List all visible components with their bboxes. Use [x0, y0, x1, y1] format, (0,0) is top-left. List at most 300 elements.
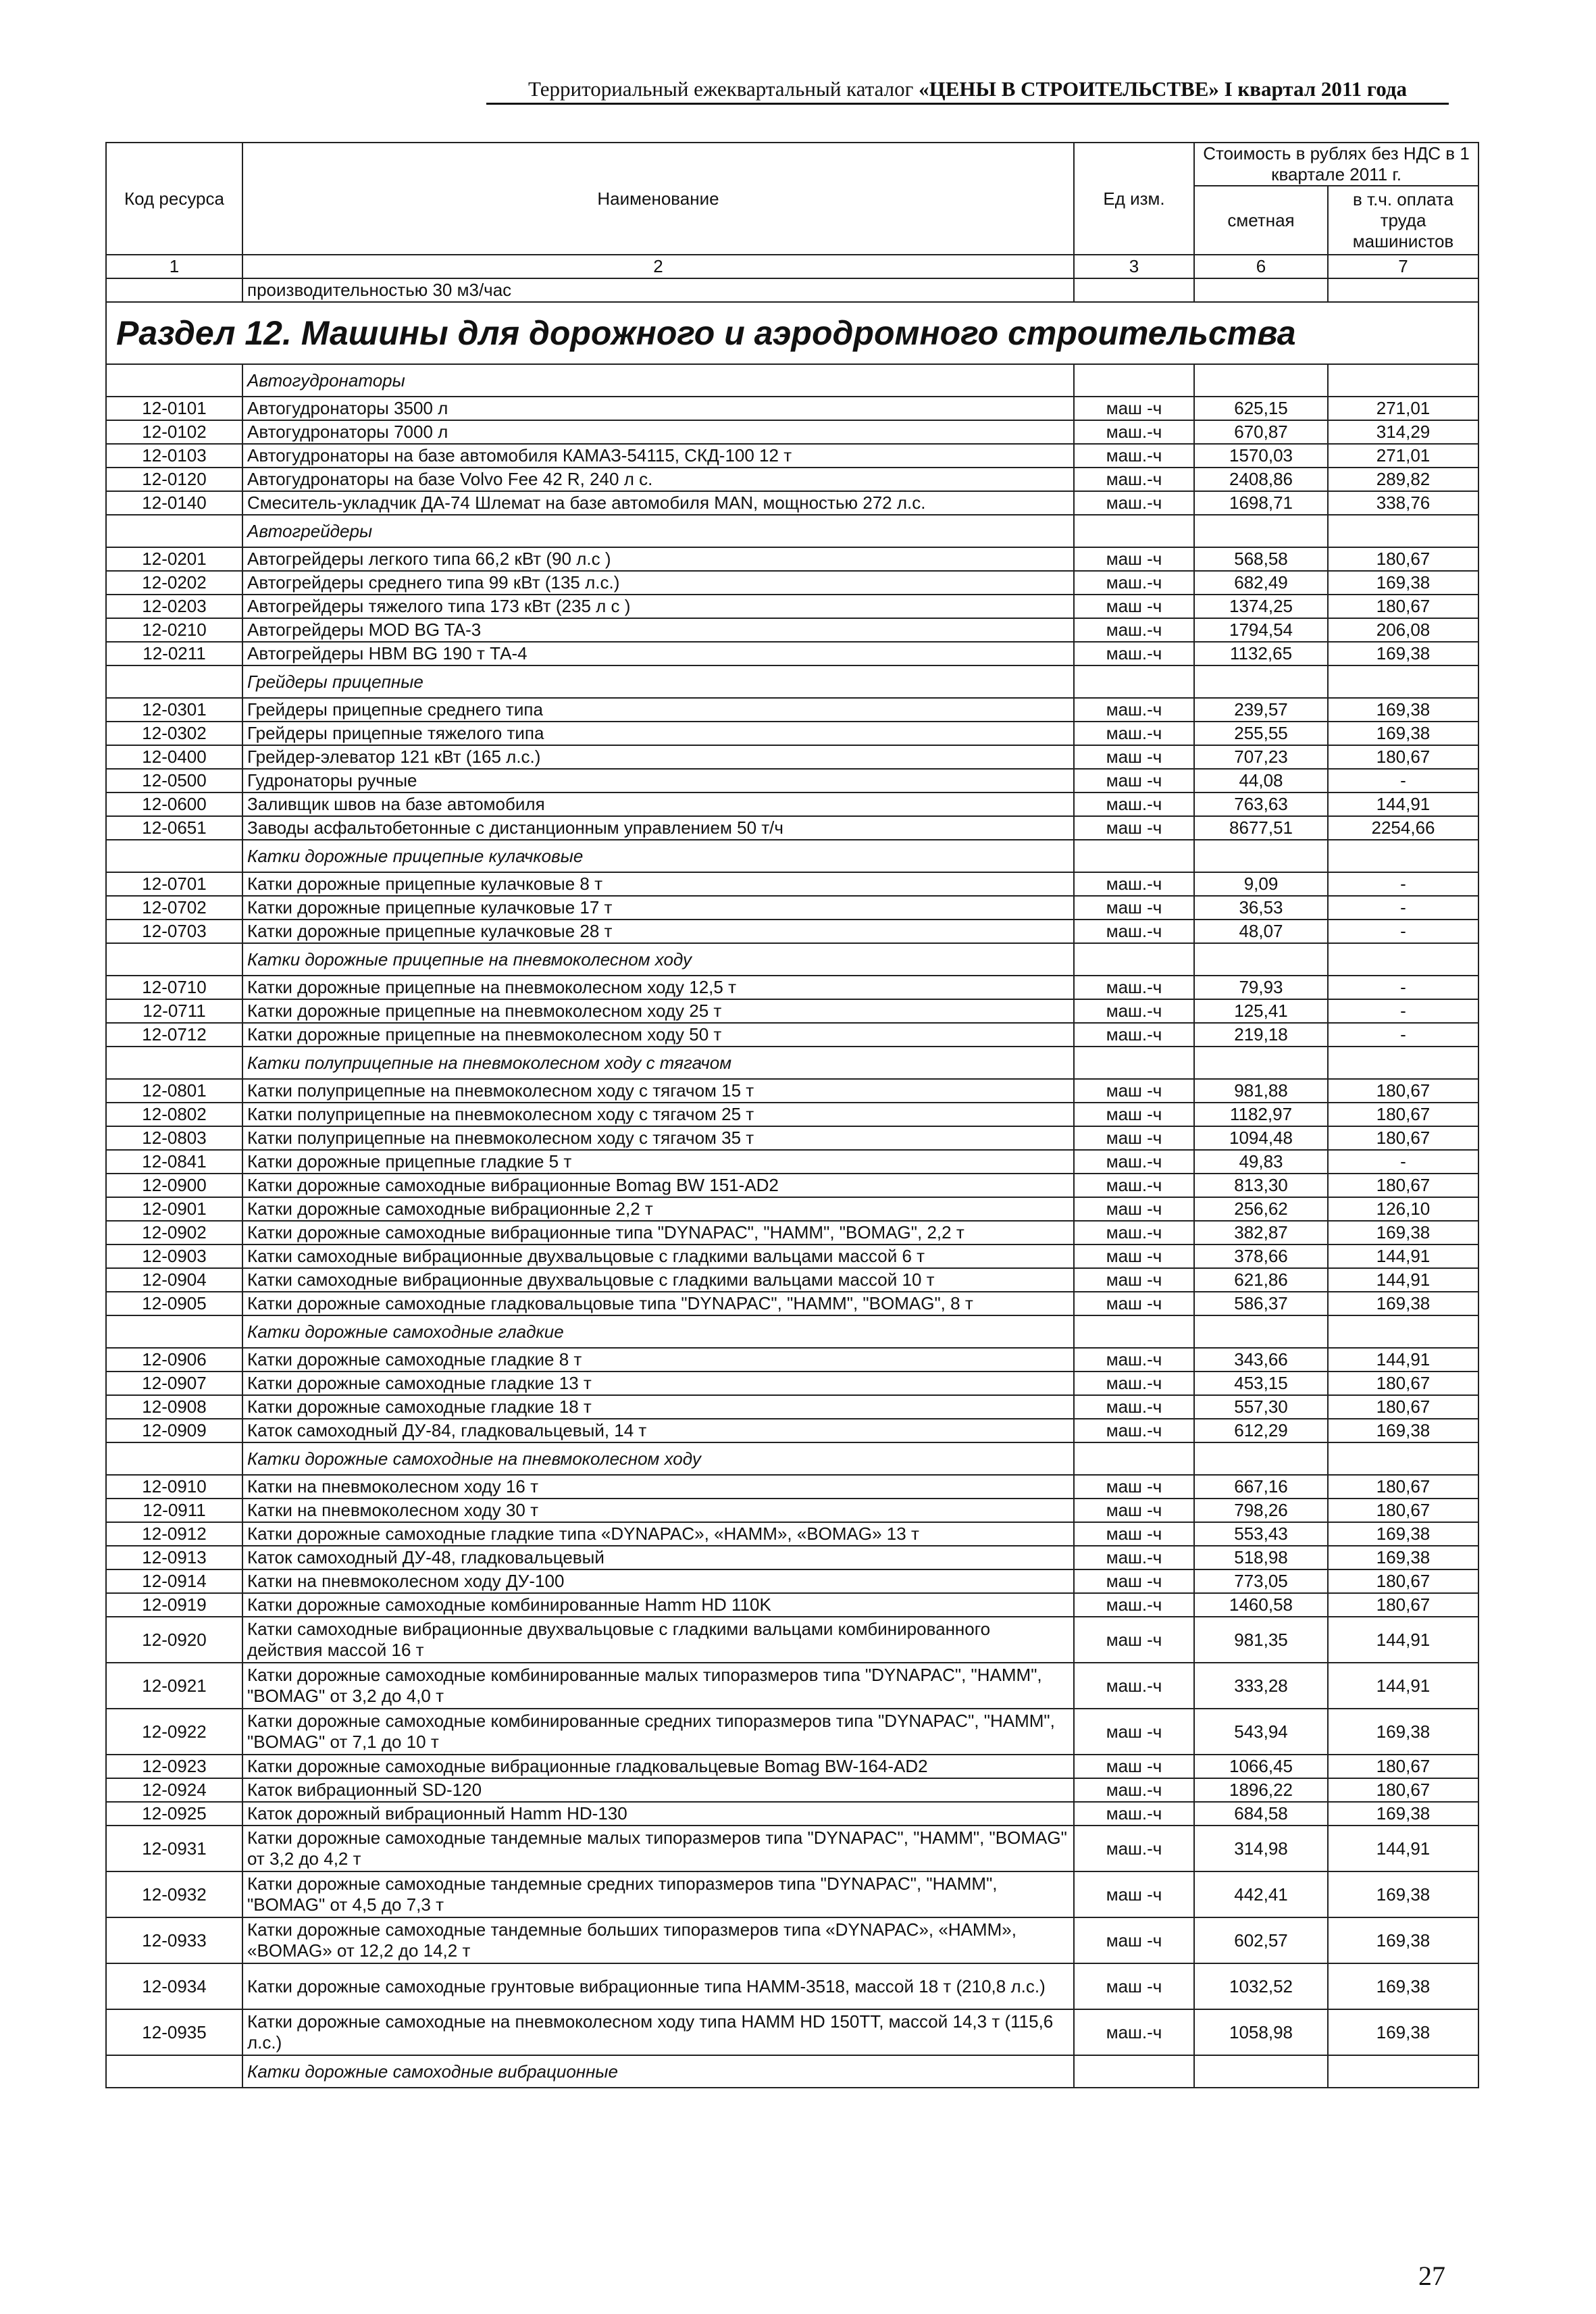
resource-unit: маш.-ч: [1074, 468, 1194, 491]
resource-name: Каток самоходный ДУ-48, гладковальцевый: [242, 1546, 1074, 1569]
table-row: [106, 1499, 1478, 1522]
resource-code: 12-0140: [106, 491, 242, 515]
estimate-cost: 1374,25: [1194, 595, 1328, 618]
table-row: [106, 793, 1478, 816]
resource-code: 12-0922: [106, 1709, 242, 1755]
operator-pay: 144,91: [1328, 1244, 1478, 1268]
empty-cell: [1328, 364, 1478, 397]
empty-cell: [106, 364, 242, 397]
operator-pay: -: [1328, 769, 1478, 793]
resource-code: 12-0912: [106, 1522, 242, 1546]
empty-cell: [106, 1442, 242, 1475]
empty-cell: [1074, 1315, 1194, 1348]
operator-pay: -: [1328, 872, 1478, 896]
resource-name: Автогрейдеры среднего типа 99 кВт (135 л.с.): [242, 571, 1074, 595]
estimate-cost: 1182,97: [1194, 1103, 1328, 1126]
table-row: [106, 1522, 1478, 1546]
empty-cell: [1194, 1047, 1328, 1079]
header-num-3: 3: [1074, 255, 1194, 278]
resource-code: 12-0902: [106, 1221, 242, 1244]
empty-cell: [1074, 2055, 1194, 2088]
resource-code: 12-0651: [106, 816, 242, 840]
table-row: [106, 1268, 1478, 1292]
resource-code: 12-0925: [106, 1802, 242, 1826]
operator-pay: 169,38: [1328, 1419, 1478, 1442]
resource-unit: маш -ч: [1074, 1963, 1194, 2009]
resource-code: 12-0933: [106, 1917, 242, 1963]
table-row: [106, 2009, 1478, 2055]
estimate-cost: 684,58: [1194, 1802, 1328, 1826]
empty-cell: [1328, 1315, 1478, 1348]
resource-name: Катки полуприцепные на пневмоколесном ходу с тягачом 35 т: [242, 1126, 1074, 1150]
table-row: [106, 397, 1478, 420]
estimate-cost: 543,94: [1194, 1709, 1328, 1755]
estimate-cost: 239,57: [1194, 698, 1328, 722]
subheading-row: [106, 840, 1478, 872]
resource-name: Катки дорожные самоходные комбинированные малых типоразмеров типа "DYNAPAC", "HAMM", "BOMAG" от 3,2 до 4,0 т: [242, 1663, 1074, 1709]
empty-cell: [1074, 840, 1194, 872]
resource-code: 12-0932: [106, 1871, 242, 1917]
resource-unit: маш.-ч: [1074, 1826, 1194, 1871]
operator-pay: -: [1328, 920, 1478, 943]
table-row: [106, 1348, 1478, 1372]
resource-name: Автогудронаторы 3500 л: [242, 397, 1074, 420]
header-pay: в т.ч. оплата труда машинистов: [1328, 186, 1478, 255]
resource-code: 12-0711: [106, 999, 242, 1023]
resource-unit: маш -ч: [1074, 1079, 1194, 1103]
resource-code: 12-0101: [106, 397, 242, 420]
empty-cell: [1194, 364, 1328, 397]
operator-pay: 271,01: [1328, 397, 1478, 420]
resource-name: Катки дорожные самоходные тандемные средних типоразмеров типа "DYNAPAC", "HAMM", "BOMAG" от 4,5 до 7,3 т: [242, 1871, 1074, 1917]
estimate-cost: 667,16: [1194, 1475, 1328, 1499]
resource-code: 12-0302: [106, 722, 242, 745]
estimate-cost: 36,53: [1194, 896, 1328, 920]
resource-name: Смеситель-укладчик ДА-74 Шлемат на базе автомобиля MAN, мощностью 272 л.с.: [242, 491, 1074, 515]
operator-pay: 180,67: [1328, 1499, 1478, 1522]
estimate-cost: 1032,52: [1194, 1963, 1328, 2009]
resource-name: Катки дорожные самоходные вибрационные гладковальцевые Bomag BW-164-AD2: [242, 1755, 1074, 1778]
resource-code: 12-0841: [106, 1150, 242, 1174]
estimate-cost: 219,18: [1194, 1023, 1328, 1047]
estimate-cost: 1094,48: [1194, 1126, 1328, 1150]
table-row: [106, 1372, 1478, 1395]
estimate-cost: 813,30: [1194, 1174, 1328, 1197]
subheading-label: Грейдеры прицепные: [242, 665, 1074, 698]
table-row: [106, 1475, 1478, 1499]
empty-cell: [1074, 364, 1194, 397]
table-row: [106, 872, 1478, 896]
resource-unit: маш -ч: [1074, 1475, 1194, 1499]
resource-name: Катки дорожные самоходные гладкие типа «DYNAPAC», «HAMM», «BOMAG» 13 т: [242, 1522, 1074, 1546]
resource-code: 12-0913: [106, 1546, 242, 1569]
resource-unit: маш.-ч: [1074, 976, 1194, 999]
empty-cell: [1074, 665, 1194, 698]
resource-name: Грейдеры прицепные тяжелого типа: [242, 722, 1074, 745]
header-num-2: 2: [242, 255, 1074, 278]
header-cost-group: Стоимость в рублях без НДС в 1 квартале 2011 г.: [1194, 143, 1478, 186]
section-row: [106, 302, 1478, 364]
estimate-cost: 1794,54: [1194, 618, 1328, 642]
operator-pay: 206,08: [1328, 618, 1478, 642]
estimate-cost: 682,49: [1194, 571, 1328, 595]
resource-name: Заливщик швов на базе автомобиля: [242, 793, 1074, 816]
resource-code: 12-0924: [106, 1778, 242, 1802]
operator-pay: 180,67: [1328, 1569, 1478, 1593]
operator-pay: 289,82: [1328, 468, 1478, 491]
resource-unit: маш -ч: [1074, 1755, 1194, 1778]
page-number: 27: [1418, 2261, 1445, 2291]
estimate-cost: 773,05: [1194, 1569, 1328, 1593]
operator-pay: 169,38: [1328, 1522, 1478, 1546]
empty-cell: [1074, 1047, 1194, 1079]
resource-unit: маш -ч: [1074, 1244, 1194, 1268]
resource-name: Катки дорожные самоходные вибрационные 2,2 т: [242, 1197, 1074, 1221]
resource-unit: маш -ч: [1074, 1126, 1194, 1150]
resource-unit: маш.-ч: [1074, 1802, 1194, 1826]
estimate-cost: 314,98: [1194, 1826, 1328, 1871]
estimate-cost: 553,43: [1194, 1522, 1328, 1546]
resource-name: Каток дорожный вибрационный Hamm HD-130: [242, 1802, 1074, 1826]
operator-pay: 169,38: [1328, 1871, 1478, 1917]
resource-name: Катки на пневмоколесном ходу 30 т: [242, 1499, 1074, 1522]
table-row: [106, 547, 1478, 571]
resource-unit: маш -ч: [1074, 1103, 1194, 1126]
table-row: [106, 1778, 1478, 1802]
empty-cell: [1328, 1047, 1478, 1079]
resource-code: 12-0102: [106, 420, 242, 444]
resource-code: 12-0934: [106, 1963, 242, 2009]
resource-name: Катки дорожные самоходные комбинированные Hamm HD 110K: [242, 1593, 1074, 1617]
table-row: [106, 1197, 1478, 1221]
resource-unit: маш.-ч: [1074, 793, 1194, 816]
resource-unit: маш.-ч: [1074, 1419, 1194, 1442]
table-row: [106, 1419, 1478, 1442]
estimate-cost: 2408,86: [1194, 468, 1328, 491]
empty-cell: [106, 840, 242, 872]
resource-unit: маш.-ч: [1074, 444, 1194, 468]
empty-cell: [106, 665, 242, 698]
estimate-cost: 255,55: [1194, 722, 1328, 745]
estimate-cost: 8677,51: [1194, 816, 1328, 840]
resource-unit: маш -ч: [1074, 595, 1194, 618]
subheading-row: [106, 364, 1478, 397]
empty-cell: [1074, 1442, 1194, 1475]
empty-cell: [1194, 943, 1328, 976]
resource-name: Катки дорожные прицепные гладкие 5 т: [242, 1150, 1074, 1174]
resource-unit: маш -ч: [1074, 769, 1194, 793]
operator-pay: 144,91: [1328, 793, 1478, 816]
resource-unit: маш -ч: [1074, 1292, 1194, 1315]
table-row: [106, 1103, 1478, 1126]
catalog-header-prefix: Территориальный ежеквартальный каталог: [527, 77, 914, 101]
carryover-row: [106, 278, 1478, 302]
resource-name: Катки дорожные самоходные на пневмоколесном ходу типа HAMM HD 150TT, массой 14,3 т (115,6 л.с.): [242, 2009, 1074, 2055]
subheading-label: Катки дорожные прицепные на пневмоколесном ходу: [242, 943, 1074, 976]
subheading-label: Катки дорожные прицепные кулачковые: [242, 840, 1074, 872]
table-row: [106, 1802, 1478, 1826]
resource-code: 12-0202: [106, 571, 242, 595]
table-row: [106, 1917, 1478, 1963]
table-row: [106, 1292, 1478, 1315]
resource-unit: маш -ч: [1074, 397, 1194, 420]
estimate-cost: 48,07: [1194, 920, 1328, 943]
table-row: [106, 816, 1478, 840]
estimate-cost: 621,86: [1194, 1268, 1328, 1292]
resource-unit: маш.-ч: [1074, 920, 1194, 943]
estimate-cost: 625,15: [1194, 397, 1328, 420]
resource-unit: маш.-ч: [1074, 698, 1194, 722]
operator-pay: 180,67: [1328, 745, 1478, 769]
resource-unit: маш -ч: [1074, 1871, 1194, 1917]
table-row: [106, 1569, 1478, 1593]
header-code: Код ресурса: [106, 143, 242, 255]
resource-code: 12-0201: [106, 547, 242, 571]
empty-cell: [1328, 1442, 1478, 1475]
resource-unit: маш.-ч: [1074, 1150, 1194, 1174]
resource-unit: маш.-ч: [1074, 999, 1194, 1023]
table-row: [106, 618, 1478, 642]
resource-code: 12-0701: [106, 872, 242, 896]
resource-name: Каток вибрационный SD-120: [242, 1778, 1074, 1802]
subheading-label: Автогрейдеры: [242, 515, 1074, 547]
resource-unit: маш -ч: [1074, 896, 1194, 920]
operator-pay: 169,38: [1328, 1963, 1478, 2009]
estimate-cost: 602,57: [1194, 1917, 1328, 1963]
operator-pay: 169,38: [1328, 1221, 1478, 1244]
resource-code: 12-0210: [106, 618, 242, 642]
table-row: [106, 722, 1478, 745]
resource-unit: маш.-ч: [1074, 491, 1194, 515]
resource-code: 12-0914: [106, 1569, 242, 1593]
operator-pay: 169,38: [1328, 1802, 1478, 1826]
table-row: [106, 920, 1478, 943]
resource-code: 12-0901: [106, 1197, 242, 1221]
table-row: [106, 1079, 1478, 1103]
subheading-row: [106, 2055, 1478, 2088]
resource-code: 12-0801: [106, 1079, 242, 1103]
section-title: Раздел 12. Машины для дорожного и аэродромного строительства: [106, 302, 1478, 364]
table-row: [106, 420, 1478, 444]
table-row: [106, 999, 1478, 1023]
empty-cell: [1194, 665, 1328, 698]
subheading-label: Автогудронаторы: [242, 364, 1074, 397]
table-row: [106, 1244, 1478, 1268]
operator-pay: 144,91: [1328, 1268, 1478, 1292]
estimate-cost: 1460,58: [1194, 1593, 1328, 1617]
resource-name: Катки дорожные самоходные грунтовые вибрационные типа HAMM-3518, массой 18 т (210,8 л.с.): [242, 1963, 1074, 2009]
resource-code: 12-0923: [106, 1755, 242, 1778]
subheading-label: Катки дорожные самоходные гладкие: [242, 1315, 1074, 1348]
resource-name: Катки дорожные самоходные вибрационные типа "DYNAPAC", "HAMM", "BOMAG", 2,2 т: [242, 1221, 1074, 1244]
resource-unit: маш.-ч: [1074, 1174, 1194, 1197]
resource-name: Катки дорожные самоходные комбинированные средних типоразмеров типа "DYNAPAC", "HAMM", "BOMAG" от 7,1 до 10 т: [242, 1709, 1074, 1755]
operator-pay: 314,29: [1328, 420, 1478, 444]
subheading-row: [106, 1442, 1478, 1475]
operator-pay: 169,38: [1328, 1292, 1478, 1315]
table-row: [106, 491, 1478, 515]
table-row: [106, 1126, 1478, 1150]
resource-code: 12-0301: [106, 698, 242, 722]
operator-pay: -: [1328, 976, 1478, 999]
operator-pay: 180,67: [1328, 1475, 1478, 1499]
estimate-cost: 125,41: [1194, 999, 1328, 1023]
resource-code: 12-0211: [106, 642, 242, 665]
table-row: [106, 1546, 1478, 1569]
empty-cell: [1194, 2055, 1328, 2088]
operator-pay: 180,67: [1328, 595, 1478, 618]
estimate-cost: 343,66: [1194, 1348, 1328, 1372]
resource-name: Катки на пневмоколесном ходу 16 т: [242, 1475, 1074, 1499]
resource-code: 12-0907: [106, 1372, 242, 1395]
resource-code: 12-0500: [106, 769, 242, 793]
subheading-label: Катки полуприцепные на пневмоколесном ходу с тягачом: [242, 1047, 1074, 1079]
resource-code: 12-0203: [106, 595, 242, 618]
resource-unit: маш.-ч: [1074, 1372, 1194, 1395]
resource-name: Катки самоходные вибрационные двухвальцовые с гладкими вальцами комбинированного действия массой 16 т: [242, 1617, 1074, 1663]
resource-name: Катки дорожные прицепные на пневмоколесном ходу 25 т: [242, 999, 1074, 1023]
resource-name: Катки дорожные прицепные на пневмоколесном ходу 12,5 т: [242, 976, 1074, 999]
operator-pay: 180,67: [1328, 1103, 1478, 1126]
estimate-cost: 568,58: [1194, 547, 1328, 571]
resource-code: 12-0904: [106, 1268, 242, 1292]
resource-code: 12-0900: [106, 1174, 242, 1197]
table-row: [106, 1221, 1478, 1244]
resource-code: 12-0703: [106, 920, 242, 943]
resource-code: 12-0935: [106, 2009, 242, 2055]
table-row: [106, 698, 1478, 722]
subheading-label: Катки дорожные самоходные на пневмоколесном ходу: [242, 1442, 1074, 1475]
table-row: [106, 1617, 1478, 1663]
resource-name: Катки дорожные самоходные гладкие 8 т: [242, 1348, 1074, 1372]
resource-name: Катки дорожные самоходные гладкие 18 т: [242, 1395, 1074, 1419]
estimate-cost: 1570,03: [1194, 444, 1328, 468]
resource-name: Катки на пневмоколесном ходу ДУ-100: [242, 1569, 1074, 1593]
estimate-cost: 256,62: [1194, 1197, 1328, 1221]
empty-cell: [1328, 943, 1478, 976]
estimate-cost: 442,41: [1194, 1871, 1328, 1917]
estimate-cost: 981,35: [1194, 1617, 1328, 1663]
operator-pay: 2254,66: [1328, 816, 1478, 840]
resource-name: Гудронаторы ручные: [242, 769, 1074, 793]
resource-name: Автогрейдеры легкого типа 66,2 кВт (90 л.с ): [242, 547, 1074, 571]
resource-unit: маш -ч: [1074, 1709, 1194, 1755]
resource-name: Грейдеры прицепные среднего типа: [242, 698, 1074, 722]
resource-unit: маш -ч: [1074, 1499, 1194, 1522]
empty-cell: [106, 1047, 242, 1079]
resource-code: 12-0905: [106, 1292, 242, 1315]
operator-pay: 169,38: [1328, 722, 1478, 745]
catalog-header: [486, 76, 1449, 105]
estimate-cost: 453,15: [1194, 1372, 1328, 1395]
operator-pay: 180,67: [1328, 1126, 1478, 1150]
operator-pay: 126,10: [1328, 1197, 1478, 1221]
operator-pay: 180,67: [1328, 1778, 1478, 1802]
resource-code: 12-0920: [106, 1617, 242, 1663]
subheading-row: [106, 943, 1478, 976]
estimate-cost: 518,98: [1194, 1546, 1328, 1569]
price-table: [105, 142, 1479, 2088]
table-row: [106, 1395, 1478, 1419]
empty-cell: [1328, 665, 1478, 698]
operator-pay: 144,91: [1328, 1663, 1478, 1709]
resource-code: 12-0909: [106, 1419, 242, 1442]
header-name: Наименование: [242, 143, 1074, 255]
table-row: [106, 468, 1478, 491]
resource-code: 12-0931: [106, 1826, 242, 1871]
estimate-cost: 798,26: [1194, 1499, 1328, 1522]
resource-name: Катки дорожные самоходные тандемные малых типоразмеров типа "DYNAPAC", "HAMM", "BOMAG" от 3,2 до 4,2 т: [242, 1826, 1074, 1871]
table-row: [106, 642, 1478, 665]
operator-pay: 144,91: [1328, 1348, 1478, 1372]
resource-code: 12-0906: [106, 1348, 242, 1372]
operator-pay: -: [1328, 999, 1478, 1023]
resource-name: Автогудронаторы на базе автомобиля КАМАЗ-54115, СКД-100 12 т: [242, 444, 1074, 468]
resource-unit: маш -ч: [1074, 1569, 1194, 1593]
resource-code: 12-0400: [106, 745, 242, 769]
resource-unit: маш.-ч: [1074, 1221, 1194, 1244]
resource-unit: маш.-ч: [1074, 1348, 1194, 1372]
estimate-cost: 612,29: [1194, 1419, 1328, 1442]
subheading-label: Катки дорожные самоходные вибрационные: [242, 2055, 1074, 2088]
subheading-row: [106, 665, 1478, 698]
resource-unit: маш -ч: [1074, 816, 1194, 840]
table-row: [106, 1593, 1478, 1617]
carryover-text: производительностью 30 м3/час: [242, 278, 1074, 302]
resource-unit: маш.-ч: [1074, 2009, 1194, 2055]
estimate-cost: 1132,65: [1194, 642, 1328, 665]
estimate-cost: 1066,45: [1194, 1755, 1328, 1778]
table-row: [106, 571, 1478, 595]
empty-cell: [1194, 515, 1328, 547]
table-row: [106, 769, 1478, 793]
resource-unit: маш.-ч: [1074, 722, 1194, 745]
estimate-cost: 333,28: [1194, 1663, 1328, 1709]
resource-name: Автогрейдеры HBM BG 190 т ТА-4: [242, 642, 1074, 665]
resource-name: Катки дорожные самоходные тандемные больших типоразмеров типа «DYNAPAC», «HAMM», «BOMAG» от 12,2 до 14,2 т: [242, 1917, 1074, 1963]
header-num-6: 6: [1194, 255, 1328, 278]
resource-name: Автогрейдеры MOD BG TA-3: [242, 618, 1074, 642]
operator-pay: -: [1328, 1150, 1478, 1174]
operator-pay: 169,38: [1328, 642, 1478, 665]
empty-cell: [1074, 515, 1194, 547]
resource-unit: маш -ч: [1074, 1917, 1194, 1963]
table-row: [106, 1663, 1478, 1709]
estimate-cost: 378,66: [1194, 1244, 1328, 1268]
table-row: [106, 1150, 1478, 1174]
estimate-cost: 9,09: [1194, 872, 1328, 896]
operator-pay: 180,67: [1328, 1593, 1478, 1617]
resource-unit: маш.-ч: [1074, 1663, 1194, 1709]
resource-name: Катки полуприцепные на пневмоколесном ходу с тягачом 15 т: [242, 1079, 1074, 1103]
resource-code: 12-0919: [106, 1593, 242, 1617]
resource-code: 12-0903: [106, 1244, 242, 1268]
resource-unit: маш -ч: [1074, 547, 1194, 571]
resource-unit: маш.-ч: [1074, 642, 1194, 665]
table-row: [106, 444, 1478, 468]
catalog-header-title: «ЦЕНЫ В СТРОИТЕЛЬСТВЕ» I квартал 2011 года: [919, 77, 1408, 101]
empty-cell: [1194, 840, 1328, 872]
table-row: [106, 745, 1478, 769]
resource-unit: маш.-ч: [1074, 571, 1194, 595]
resource-code: 12-0910: [106, 1475, 242, 1499]
operator-pay: 169,38: [1328, 1709, 1478, 1755]
operator-pay: 144,91: [1328, 1617, 1478, 1663]
resource-code: 12-0600: [106, 793, 242, 816]
resource-unit: маш.-ч: [1074, 1395, 1194, 1419]
resource-name: Заводы асфальтобетонные с дистанционным управлением 50 т/ч: [242, 816, 1074, 840]
resource-unit: маш -ч: [1074, 1522, 1194, 1546]
